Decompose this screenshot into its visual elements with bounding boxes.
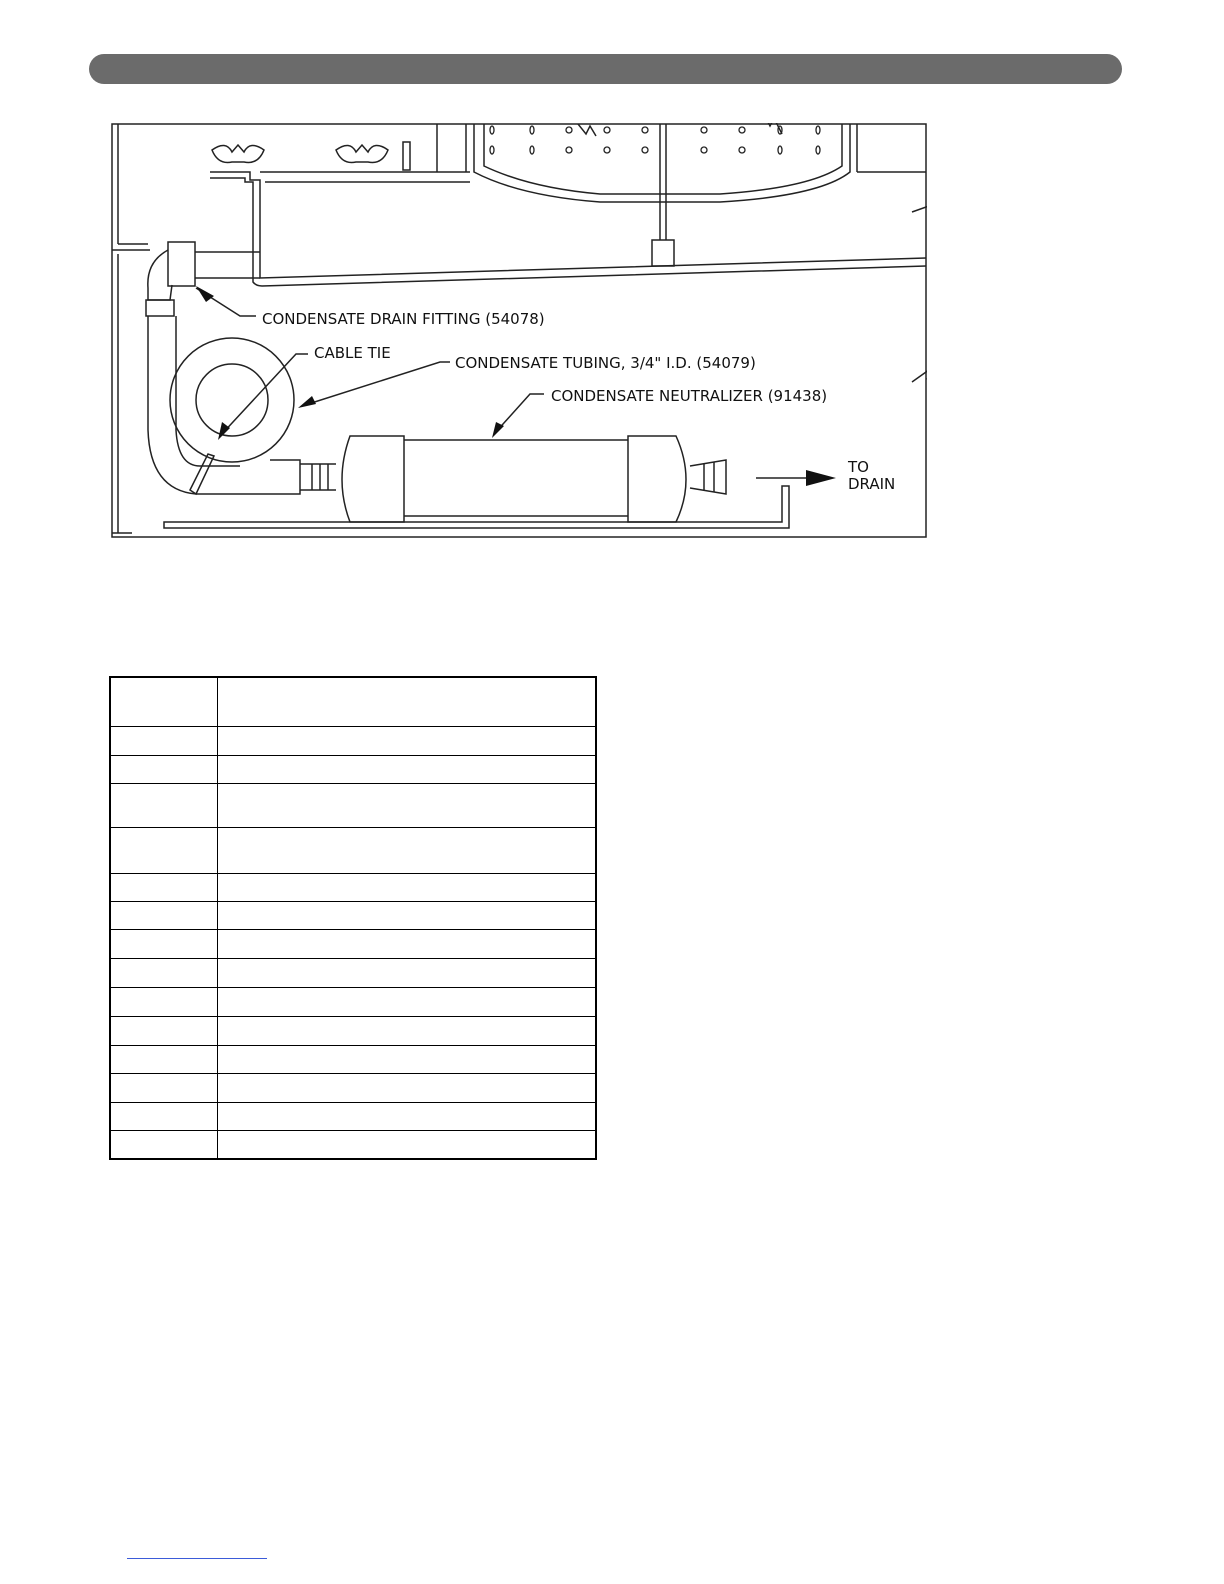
table-row [110, 1131, 596, 1159]
table-cell [110, 828, 218, 873]
table-row [110, 755, 596, 783]
table-cell [110, 930, 218, 959]
table-row [110, 959, 596, 988]
table-cell [218, 959, 597, 988]
table-cell [110, 1131, 218, 1159]
table-cell [110, 726, 218, 755]
table-header-row [110, 677, 596, 726]
table-row [110, 828, 596, 873]
table-row [110, 1103, 596, 1131]
diagram-frame [112, 124, 926, 537]
table-row [110, 1073, 596, 1102]
label-neutralizer: CONDENSATE NEUTRALIZER (91438) [551, 387, 828, 405]
table-cell [110, 988, 218, 1016]
table-cell [218, 1103, 597, 1131]
specification-table [109, 676, 597, 1160]
table-cell [218, 988, 597, 1016]
table-cell [218, 1045, 597, 1073]
table-cell [110, 901, 218, 929]
table-cell [218, 873, 597, 901]
table-cell [218, 677, 597, 726]
table-cell [110, 1103, 218, 1131]
table-cell [218, 784, 597, 828]
label-drain-fitting: CONDENSATE DRAIN FITTING (54078) [262, 310, 545, 328]
table-cell [110, 1073, 218, 1102]
table-cell [218, 901, 597, 929]
table-cell [218, 828, 597, 873]
table-row [110, 873, 596, 901]
table-cell [218, 1073, 597, 1102]
table-cell [218, 726, 597, 755]
table-row [110, 988, 596, 1016]
table-cell [218, 930, 597, 959]
table-cell [110, 1016, 218, 1045]
label-to: TO [848, 458, 869, 476]
table-cell [110, 677, 218, 726]
table-cell [110, 755, 218, 783]
table-cell [218, 1016, 597, 1045]
label-tubing: CONDENSATE TUBING, 3/4" I.D. (54079) [455, 354, 756, 372]
label-cable-tie: CABLE TIE [314, 344, 391, 362]
table-row [110, 1045, 596, 1073]
table-cell [110, 784, 218, 828]
table-cell [110, 873, 218, 901]
table-row [110, 901, 596, 929]
label-drain: DRAIN [848, 475, 896, 493]
table-row [110, 930, 596, 959]
header-bar [89, 54, 1122, 84]
table-row [110, 784, 596, 828]
table-row [110, 1016, 596, 1045]
table-cell [218, 1131, 597, 1159]
table-cell [110, 1045, 218, 1073]
condensate-drain-diagram [111, 123, 927, 539]
table-cell [218, 755, 597, 783]
table-row [110, 726, 596, 755]
footer-link-underline [127, 1558, 267, 1559]
table-cell [110, 959, 218, 988]
